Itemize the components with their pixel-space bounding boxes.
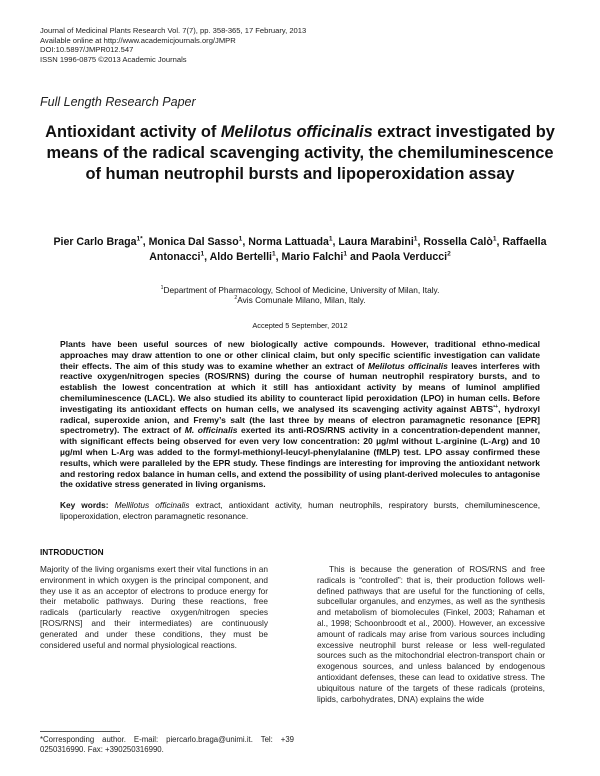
title-prefix: Antioxidant activity of — [45, 123, 221, 141]
author-name: Mario Falchi — [281, 251, 344, 263]
affiliation-text: Avis Comunale Milano, Milan, Italy. — [237, 295, 366, 306]
issn-line: ISSN 1996-0875 ©2013 Academic Journals — [40, 54, 187, 64]
author-name: Rossella Calò — [423, 236, 493, 248]
abstract-part-4: exerted its anti-ROS/RNS activity in a concentration-dependent manner, with significant effects being observed for even very low concentration: 20 µg/ml without L-arginine (L-Arg) and 10 µg/ml when L-Arg was added to the formyl-methionyl-leucyl-phenylalanine (fMLP) test. LPO assay confirmed these results, which were paralleled by the EPR study. These findings are interesting for improving the antioxidant network and restoring redox balance in human cells, and extend the possibility of using plant-derived molecules to antagonise the oxidative stress generated in living organisms. — [60, 425, 541, 490]
abstract-part-3: , hydroxyl radical, superoxide anion, and Fremy’s salt (the last three by means of electron paramagnetic resonance [EPR] spectrometry). The extract of — [60, 403, 541, 436]
accepted-date: Accepted 5 September, 2012 — [252, 321, 348, 330]
author-name: Paola Verducci — [371, 251, 448, 263]
intro-left-column: Majority of the living organisms exert their vital functions in an environment in which oxygen is the principal component, and they use it as an acceptor of electrons to produce energy for their metabolic pathways. During these reactions, free radicals (particularly reactive oxygen/nitrogen species [ROS/RNS] and their intermediates) are continuously generated and under these conditions, they must be considered useful and normal physiological reactions. — [40, 564, 268, 650]
author-affiliation-mark: 1 — [136, 235, 141, 243]
author-list — [52, 235, 548, 265]
affiliation-2 — [60, 295, 540, 305]
keywords — [60, 500, 540, 522]
author-affiliation-mark: 1 — [343, 250, 348, 258]
author-separator: , — [142, 236, 149, 248]
introduction-heading: INTRODUCTION — [40, 547, 104, 557]
author-affiliation-mark: 1 — [492, 235, 497, 243]
availability-line: Available online at http://www.academicjournals.org/JMPR — [40, 35, 236, 45]
keywords-list: extract, antioxidant activity, human neutrophils, respiratory bursts, chemiluminescence, lipoperoxidation, electron paramagnetic resonance. — [60, 500, 540, 521]
affiliation-1 — [60, 285, 540, 295]
keywords-label: Key words: — [60, 500, 109, 510]
author-affiliation-mark: 1 — [200, 250, 205, 258]
corresponding-author-mark: * — [140, 235, 143, 243]
author-separator: , — [332, 236, 339, 248]
journal-citation: Journal of Medicinal Plants Research Vol. 7(7), pp. 358-365, 17 February, 2013 — [40, 26, 307, 35]
author-affiliation-mark: 1 — [413, 235, 418, 243]
keywords-species: Mellilotus officinalis — [114, 500, 190, 510]
author-separator: , — [275, 251, 282, 263]
affiliations — [60, 285, 540, 306]
author-separator: , — [204, 251, 210, 263]
abstract-part-2: leaves interferes with reactive oxygen/nitrogen species (ROS/RNS) during the course of human neutrophil respiratory bursts, and to establish the lowest concentration at which it still has antioxidant activity by means of luminol amplified chemiluminescence (LACL). We also studied its ability to counteract lipid peroxidation (LPO) in human cells. Before investigating its antioxidant effects on human cells, we analysed its scavenging activity against ABTS — [60, 360, 540, 414]
intro-right-column: This is because the generation of ROS/RNS and free radicals is “controlled”: that is, their production follows well-defined pathways that are useful for the functioning of cells, subcellular organules, and enzymes, as well as the synthesis and metabolism of biomolecules (Finkel, 2003; Rahaman et al., 1998; Schoonbroodt et al., 2000). However, an excessive amount of radicals may arise from various sources including excessive neutrophil burst release or less well-regulated sources such as the mitochondrial electron-transport chain or exogenous sources, and unless balanced by endogenous antioxidant defenses, these can lead to oxidative stress. The ubiquitous nature of the targets of these radicals (proteins, lipids, carbohydrates, DNA) explains the wide — [317, 564, 545, 704]
author-affiliation-mark: 2 — [447, 250, 451, 258]
author-name: Aldo Bertelli — [209, 251, 272, 263]
author-name: Pier Carlo Braga — [53, 236, 137, 248]
abstract — [60, 339, 540, 490]
journal-header — [40, 26, 306, 64]
doi-line: DOI:10.5897/JMPR012.547 — [40, 45, 134, 55]
affiliation-number: 1 — [160, 285, 164, 292]
author-name: Norma Lattuada — [248, 236, 329, 248]
paper-title — [45, 122, 555, 185]
author-affiliation-mark: 1 — [328, 235, 333, 243]
abstract-species-1: Melilotus officinalis — [367, 360, 448, 371]
author-name: Raffaella Antonacci — [149, 236, 547, 263]
affiliation-number: 2 — [234, 295, 238, 302]
affiliation-text: Department of Pharmacology, School of Medicine, University of Milan, Italy. — [163, 285, 440, 295]
footnote-divider — [40, 731, 120, 732]
author-separator: and — [347, 251, 372, 263]
author-name: Monica Dal Sasso — [148, 236, 239, 248]
title-species: Melilotus officinalis — [220, 123, 373, 141]
corresponding-author-footnote: *Corresponding author. E-mail: piercarlo.braga@unimi.it. Tel: +39 0250316990. Fax: +390250316990. — [40, 735, 294, 755]
abts-superscript: •+ — [493, 403, 499, 410]
abstract-part-1: Plants have been useful sources of new biologically active compounds. However, traditional ethno-medical approaches may draw attention to one or other clinical claim, but only specific scientific investigation can validate their effects. The aim of this study was to examine whether an extract of — [60, 339, 540, 371]
author-separator: , — [496, 236, 503, 248]
paper-type: Full Length Research Paper — [40, 95, 196, 109]
author-affiliation-mark: 1 — [238, 235, 243, 243]
title-suffix: extract investigated by means of the radical scavenging activity, the chemiluminescence of human neutrophil bursts and lipoperoxidation assay — [46, 123, 555, 183]
abstract-species-2: M. officinalis — [184, 425, 238, 436]
author-separator: , — [242, 236, 249, 248]
author-name: Laura Marabini — [338, 236, 414, 248]
author-separator: , — [417, 236, 424, 248]
author-affiliation-mark: 1 — [272, 250, 276, 258]
